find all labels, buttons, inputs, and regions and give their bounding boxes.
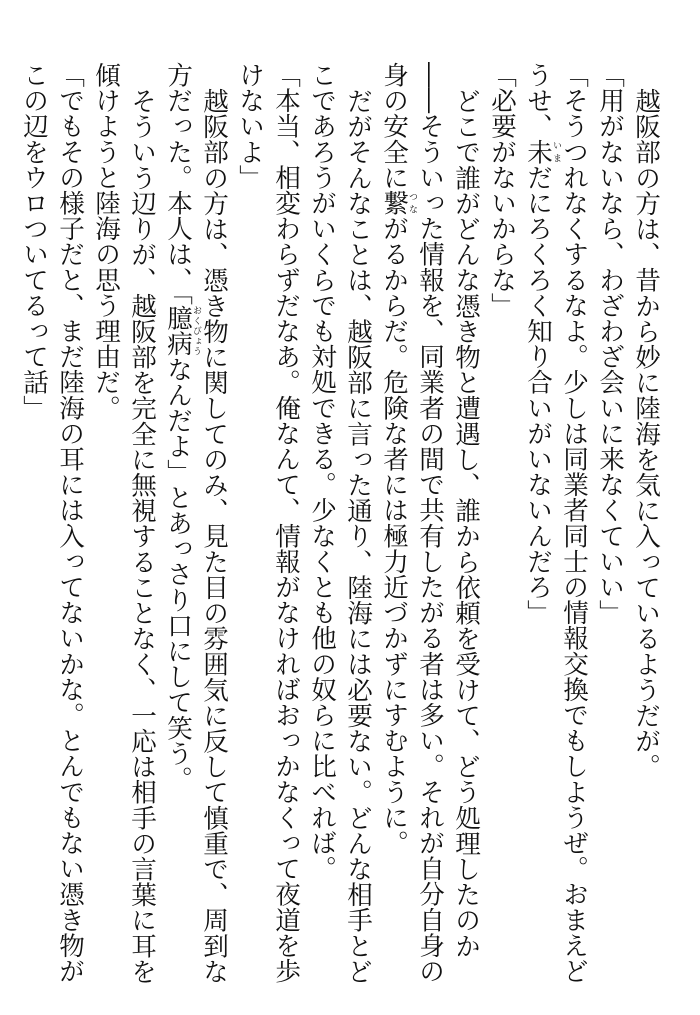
paragraph-6	[304, 62, 376, 992]
ruby-base: 繋	[379, 190, 409, 216]
paragraph-1-text: 越阪部の方は、昔から妙に陸海を気に入っているようだが。	[631, 87, 661, 779]
paragraph-7	[232, 62, 304, 992]
paragraph-4	[484, 62, 520, 992]
paragraph-3	[520, 62, 592, 992]
paragraph-2-text: 「用がないなら、わざわざ会いに来なくていい」	[595, 62, 625, 626]
paragraph-3-text-after: だにろくろく知り合いがいないんだろ」	[523, 164, 553, 626]
paragraph-7-text: 「本当、相変わらずだなあ。俺なんて、情報がなければおっかなくって夜道を歩けないよ」	[235, 62, 301, 984]
vertical-text-body	[16, 62, 664, 992]
ruby-reading: いま	[551, 138, 561, 165]
paragraph-5-text-after: がるからだ。危険な者には極力近づかずにすむように。	[379, 215, 409, 856]
paragraph-8-text: 越阪部の方は、憑き物に関してのみ、見た目の雰囲気に反して慎重で、周到な方だった。本人は、「	[163, 62, 229, 984]
paragraph-1	[628, 62, 664, 992]
paragraph-9-text: そういう辺りが、越阪部を完全に無視することなく、一応は相手の言葉に耳を傾けようと陸海の思う理由だ。	[91, 62, 157, 984]
paragraph-9	[88, 62, 160, 992]
paragraph-2	[592, 62, 628, 992]
paragraph-10-text: 「でもその様子だと、まだ陸海の耳には入ってないかな。とんでもない憑き物がこの辺をウロついてるって話」	[19, 62, 85, 984]
paragraph-10	[16, 62, 88, 992]
paragraph-8-text-after: なんだよ」とあっさり口にして笑う。	[163, 356, 193, 792]
paragraph-4-text: 「必要がないからな」	[487, 62, 517, 318]
paragraph-3-text: 「そうつれなくするなよ。少しは同業者同士の情報交換でもしようぜ。おまえどうせ、	[523, 62, 589, 984]
ruby-reading: つな	[407, 190, 417, 216]
paragraph-5	[376, 62, 484, 992]
ruby-reading: おくびょう	[191, 305, 201, 357]
paragraph-5-text: どこで誰がどんな憑き物と遭遇し、誰から依頼を受けて、どう処理したのか――そういった情報を、同業者の間で共有したがる者は多い。それが自分自身の身の安全に	[379, 62, 481, 984]
furigana-tsuna	[379, 190, 417, 216]
paragraph-6-text: だがそんなことは、越阪部に言った通り、陸海には必要ない。どんな相手とどこであろうがいくらでも対処できる。少なくとも他の奴らに比べれば。	[307, 62, 373, 984]
furigana-okubyou	[163, 305, 201, 357]
paragraph-8	[160, 62, 232, 992]
ruby-base: 未	[523, 138, 553, 165]
furigana-ima	[523, 138, 561, 165]
ruby-base: 臆病	[163, 305, 193, 357]
